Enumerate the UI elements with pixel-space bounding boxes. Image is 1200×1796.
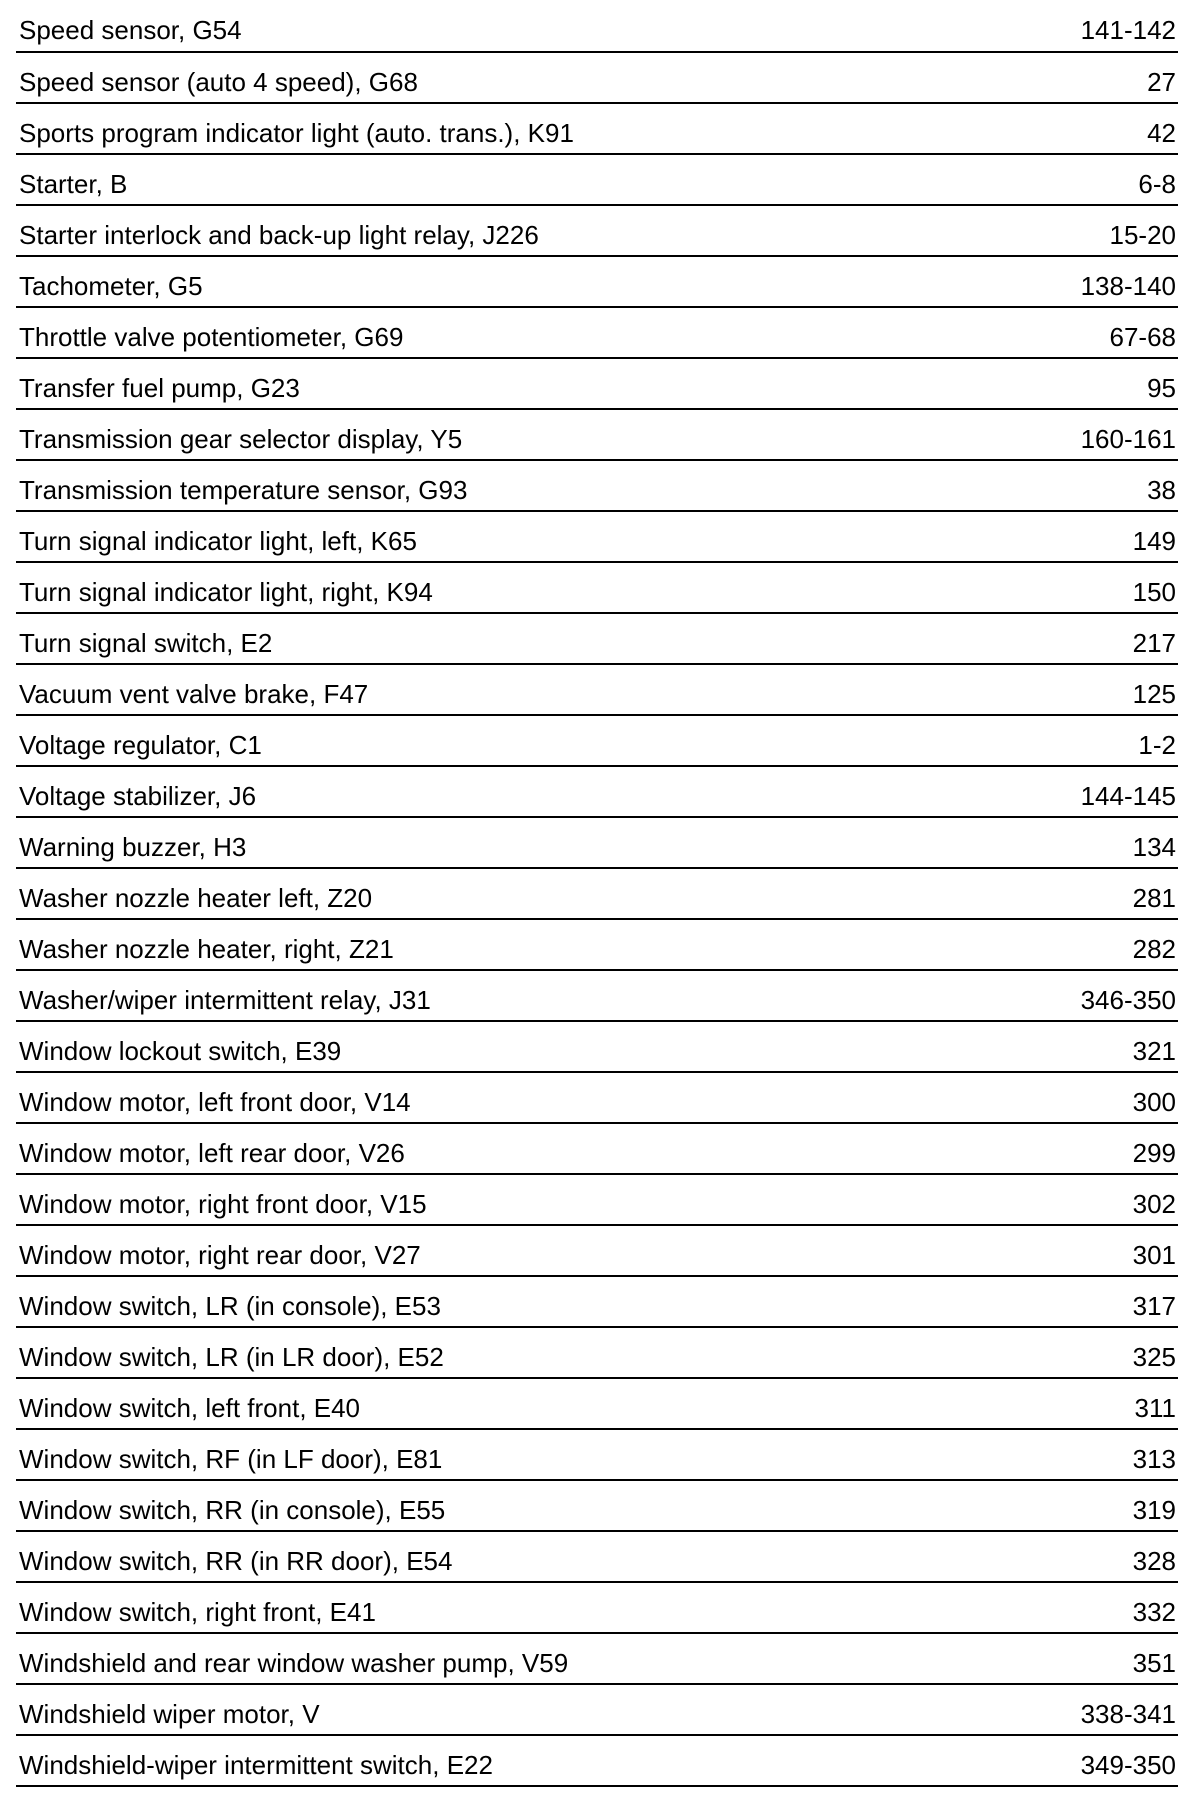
page-reference: 141-142 — [1080, 14, 1176, 45]
component-name: Window switch, LR (in console), E53 — [19, 1290, 441, 1321]
page-reference: 346-350 — [1080, 984, 1176, 1015]
page-reference: 125 — [1132, 678, 1176, 709]
component-name: Starter interlock and back-up light relay, J226 — [19, 219, 539, 250]
index-row — [16, 206, 1178, 257]
index-row — [16, 869, 1178, 920]
index-row — [16, 1226, 1178, 1277]
component-index-table — [16, 0, 1178, 1787]
component-name: Turn signal indicator light, left, K65 — [19, 525, 417, 556]
page-reference: 302 — [1132, 1188, 1176, 1219]
index-row — [16, 818, 1178, 869]
page-reference: 150 — [1132, 576, 1176, 607]
page-reference: 301 — [1132, 1239, 1176, 1270]
component-name: Vacuum vent valve brake, F47 — [19, 678, 369, 709]
component-name: Tachometer, G5 — [19, 270, 203, 301]
page-reference: 317 — [1132, 1290, 1176, 1321]
page-reference: 313 — [1132, 1443, 1176, 1474]
component-name: Windshield and rear window washer pump, V59 — [19, 1647, 569, 1678]
component-name: Window switch, right front, E41 — [19, 1596, 376, 1627]
index-row — [16, 971, 1178, 1022]
index-row — [16, 155, 1178, 206]
page-reference: 149 — [1132, 525, 1176, 556]
component-name: Windshield-wiper intermittent switch, E22 — [19, 1749, 493, 1780]
component-name: Speed sensor (auto 4 speed), G68 — [19, 66, 418, 97]
index-row — [16, 716, 1178, 767]
index-row — [16, 1634, 1178, 1685]
component-name: Turn signal switch, E2 — [19, 627, 273, 658]
page-reference: 351 — [1132, 1647, 1176, 1678]
index-row — [16, 1277, 1178, 1328]
component-name: Throttle valve potentiometer, G69 — [19, 321, 404, 352]
component-name: Window switch, RF (in LF door), E81 — [19, 1443, 443, 1474]
page-reference: 138-140 — [1080, 270, 1176, 301]
page-reference: 160-161 — [1080, 423, 1176, 454]
index-row — [16, 1685, 1178, 1736]
component-name: Voltage regulator, C1 — [19, 729, 262, 760]
page-reference: 299 — [1132, 1137, 1176, 1168]
component-name: Starter, B — [19, 168, 128, 199]
component-name: Washer nozzle heater, right, Z21 — [19, 933, 394, 964]
component-name: Window switch, LR (in LR door), E52 — [19, 1341, 444, 1372]
page-reference: 300 — [1132, 1086, 1176, 1117]
component-name: Windshield wiper motor, V — [19, 1698, 320, 1729]
component-name: Transfer fuel pump, G23 — [19, 372, 300, 403]
page-reference: 42 — [1147, 117, 1176, 148]
index-row — [16, 1328, 1178, 1379]
page-reference: 338-341 — [1080, 1698, 1176, 1729]
page-reference: 15-20 — [1109, 219, 1176, 250]
page-reference: 328 — [1132, 1545, 1176, 1576]
index-row — [16, 1736, 1178, 1787]
index-row — [16, 512, 1178, 563]
component-name: Washer nozzle heater left, Z20 — [19, 882, 373, 913]
page-reference: 6-8 — [1138, 168, 1176, 199]
component-name: Window switch, RR (in RR door), E54 — [19, 1545, 453, 1576]
index-row — [16, 1532, 1178, 1583]
index-row — [16, 257, 1178, 308]
page-reference: 27 — [1147, 66, 1176, 97]
component-name: Window motor, right rear door, V27 — [19, 1239, 421, 1270]
component-name: Warning buzzer, H3 — [19, 831, 247, 862]
index-row — [16, 1175, 1178, 1226]
page-reference: 67-68 — [1109, 321, 1176, 352]
index-row — [16, 614, 1178, 665]
page-reference: 144-145 — [1080, 780, 1176, 811]
page-reference: 1-2 — [1138, 729, 1176, 760]
component-name: Washer/wiper intermittent relay, J31 — [19, 984, 431, 1015]
index-row — [16, 1379, 1178, 1430]
page-reference: 38 — [1147, 474, 1176, 505]
page-reference: 95 — [1147, 372, 1176, 403]
index-row — [16, 1583, 1178, 1634]
index-row — [16, 461, 1178, 512]
index-row — [16, 767, 1178, 818]
component-name: Window motor, left rear door, V26 — [19, 1137, 405, 1168]
page-reference: 282 — [1132, 933, 1176, 964]
index-row — [16, 359, 1178, 410]
component-name: Sports program indicator light (auto. trans.), K91 — [19, 117, 574, 148]
index-row — [16, 53, 1178, 104]
page-reference: 217 — [1132, 627, 1176, 658]
index-row — [16, 1124, 1178, 1175]
page-reference: 349-350 — [1080, 1749, 1176, 1780]
index-row — [16, 1073, 1178, 1124]
index-row — [16, 920, 1178, 971]
index-row — [16, 410, 1178, 461]
index-row — [16, 0, 1178, 53]
component-name: Turn signal indicator light, right, K94 — [19, 576, 433, 607]
component-name: Window lockout switch, E39 — [19, 1035, 342, 1066]
page-reference: 311 — [1134, 1392, 1176, 1423]
index-row — [16, 1430, 1178, 1481]
component-name: Transmission temperature sensor, G93 — [19, 474, 468, 505]
component-name: Window motor, right front door, V15 — [19, 1188, 427, 1219]
index-row — [16, 1022, 1178, 1073]
page-reference: 321 — [1132, 1035, 1176, 1066]
component-name: Voltage stabilizer, J6 — [19, 780, 257, 811]
page-reference: 281 — [1132, 882, 1176, 913]
component-name: Window switch, RR (in console), E55 — [19, 1494, 446, 1525]
page-reference: 134 — [1132, 831, 1176, 862]
page-reference: 332 — [1132, 1596, 1176, 1627]
index-row — [16, 104, 1178, 155]
page-reference: 319 — [1132, 1494, 1176, 1525]
index-row — [16, 1481, 1178, 1532]
component-name: Window motor, left front door, V14 — [19, 1086, 411, 1117]
index-row — [16, 665, 1178, 716]
component-name: Speed sensor, G54 — [19, 14, 242, 45]
component-name: Transmission gear selector display, Y5 — [19, 423, 463, 454]
component-name: Window switch, left front, E40 — [19, 1392, 361, 1423]
index-row — [16, 308, 1178, 359]
page-reference: 325 — [1132, 1341, 1176, 1372]
index-row — [16, 563, 1178, 614]
